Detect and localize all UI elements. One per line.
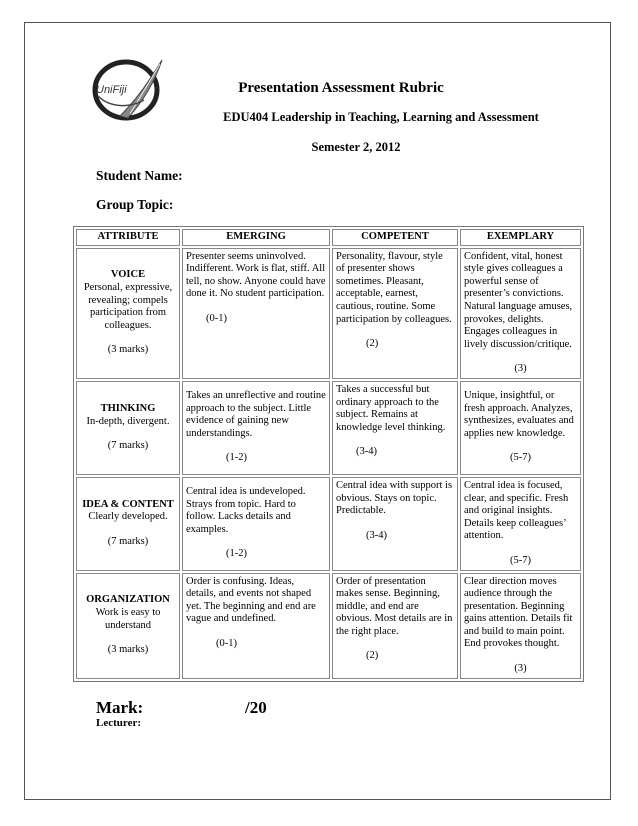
exemplary-score: (5-7) [510, 452, 531, 464]
exemplary-cell [460, 573, 581, 679]
competent-score: (2) [366, 338, 379, 350]
header-competent: COMPETENT [332, 229, 458, 246]
emerging-text: Order is confusing. Ideas, details, and events not shaped yet. The beginning and end are vague and undefined. [186, 575, 316, 625]
attribute-cell [76, 381, 180, 475]
exemplary-text: Confident, vital, honest style gives colleagues a powerful sense of presenter’s convictions. Natural language amuses, provokes, delights. Engages colleagues in lively discussion/critique. [464, 250, 573, 350]
group-topic-label: Group Topic: [96, 197, 174, 212]
competent-text: Personality, flavour, style of presenter shows sometimes. Pleasant, acceptable, earnest, cautious, routine. Some participation by colleagues. [336, 250, 452, 325]
emerging-text: Takes an unreflective and routine approach to the subject. Little evidence of gaining new understandings. [186, 389, 326, 439]
course-title: EDU404 Leadership in Teaching, Learning and Assessment [223, 110, 539, 124]
attribute-desc: In-depth, divergent. [86, 415, 170, 427]
emerging-cell [182, 573, 330, 679]
rubric-table [73, 226, 584, 682]
emerging-text: Presenter seems uninvolved. Indifferent. Work is flat, stiff. All tell, no show. Anyone could have done it. No student participation. [186, 250, 326, 300]
table-row [76, 573, 581, 679]
attribute-cell [76, 573, 180, 679]
competent-text: Order of presentation makes sense. Beginning, middle, and end are obvious. Most details are in the right place. [336, 575, 453, 637]
emerging-score: (1-2) [226, 452, 247, 464]
emerging-cell [182, 477, 330, 571]
emerging-score: (1-2) [226, 548, 247, 560]
attribute-name: IDEA & CONTENT [82, 498, 174, 510]
attribute-name: VOICE [110, 269, 146, 281]
exemplary-text: Unique, insightful, or fresh approach. Analyzes, synthesizes, evaluates and applies new knowledge. [464, 389, 574, 439]
attribute-name: THINKING [100, 403, 156, 415]
emerging-cell [182, 381, 330, 475]
attribute-desc: Work is easy to understand [95, 606, 161, 631]
exemplary-score: (3) [514, 363, 527, 375]
table-row [76, 381, 581, 475]
table-row [76, 248, 581, 379]
exemplary-cell [460, 381, 581, 475]
attribute-marks: (3 marks) [107, 644, 149, 656]
rubric-title: Presentation Assessment Rubric [238, 80, 444, 96]
attribute-marks: (3 marks) [107, 344, 149, 356]
attribute-name: ORGANIZATION [86, 594, 170, 606]
competent-score: (3-4) [366, 529, 387, 541]
attribute-desc: Clearly developed. [88, 511, 168, 523]
emerging-score: (0-1) [206, 312, 227, 324]
exemplary-text: Central idea is focused, clear, and specific. Fresh and original insights. Details keep colleagues’ attention. [464, 479, 569, 542]
competent-cell [332, 381, 458, 475]
attribute-cell [76, 477, 180, 571]
student-name-label: Student Name: [96, 168, 183, 183]
emerging-cell [182, 248, 330, 379]
logo-text: UniFiji [96, 84, 127, 96]
competent-cell [332, 477, 458, 571]
lecturer-label: Lecturer: [96, 717, 141, 729]
competent-cell [332, 248, 458, 379]
exemplary-score: (5-7) [510, 554, 531, 566]
exemplary-cell [460, 477, 581, 571]
attribute-desc: Personal, expressive, revealing; compels participation from colleagues. [83, 282, 173, 331]
mark-total: /20 [245, 698, 267, 717]
attribute-cell [76, 248, 180, 379]
mark-label: Mark: [96, 698, 144, 717]
header-exemplary: EXEMPLARY [460, 229, 581, 246]
semester: Semester 2, 2012 [311, 140, 401, 154]
competent-text: Takes a successful but ordinary approach to the subject. Remains at knowledge level thinking. [336, 383, 446, 433]
table-header-row [76, 229, 581, 246]
emerging-score: (0-1) [216, 637, 237, 649]
exemplary-cell [460, 248, 581, 379]
competent-score: (3-4) [356, 446, 377, 458]
competent-score: (2) [366, 650, 379, 662]
table-row [76, 477, 581, 571]
exemplary-text: Clear direction moves audience through the presentation. Beginning gains attention. Details fit and build to main point. End provokes thought. [464, 575, 573, 650]
attribute-marks: (7 marks) [107, 536, 149, 548]
header-emerging: EMERGING [182, 229, 330, 246]
competent-text: Central idea with support is obvious. Stays on topic. Predictable. [336, 479, 453, 517]
competent-cell [332, 573, 458, 679]
attribute-marks: (7 marks) [107, 440, 149, 452]
exemplary-score: (3) [514, 663, 527, 675]
header-attribute: ATTRIBUTE [76, 229, 180, 246]
emerging-text: Central idea is undeveloped. Strays from topic. Hard to follow. Lacks details and examples. [186, 485, 306, 535]
